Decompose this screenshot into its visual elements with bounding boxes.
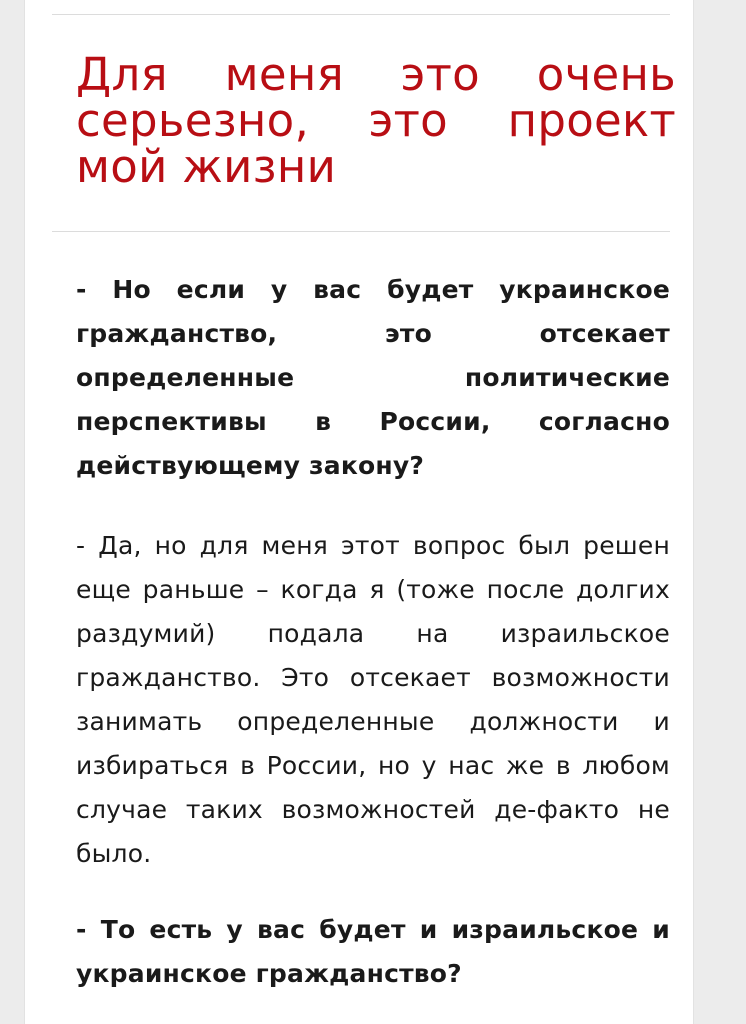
interview-question-2: - То есть у вас будет и израильское и украинское гражданство? <box>76 915 670 988</box>
headline-divider <box>52 231 670 232</box>
interview-question-1: - Но если у вас будет украинское гражданство, это отсекает определенные политические перспективы в России, согласно действующему закону? <box>76 275 670 480</box>
interview-answer-1: - Да, но для меня этот вопрос был решен еще раньше – когда я (тоже после долгих раздумий) подала на израильское гражданство. Это отсекает возможности занимать определенные должности и избираться в России, но у нас же в любом случае таких возможностей де-факто не было. <box>76 531 670 868</box>
top-divider <box>52 14 670 15</box>
article-headline: Для меня это очень серьезно, это проект мой жизни <box>76 48 676 193</box>
